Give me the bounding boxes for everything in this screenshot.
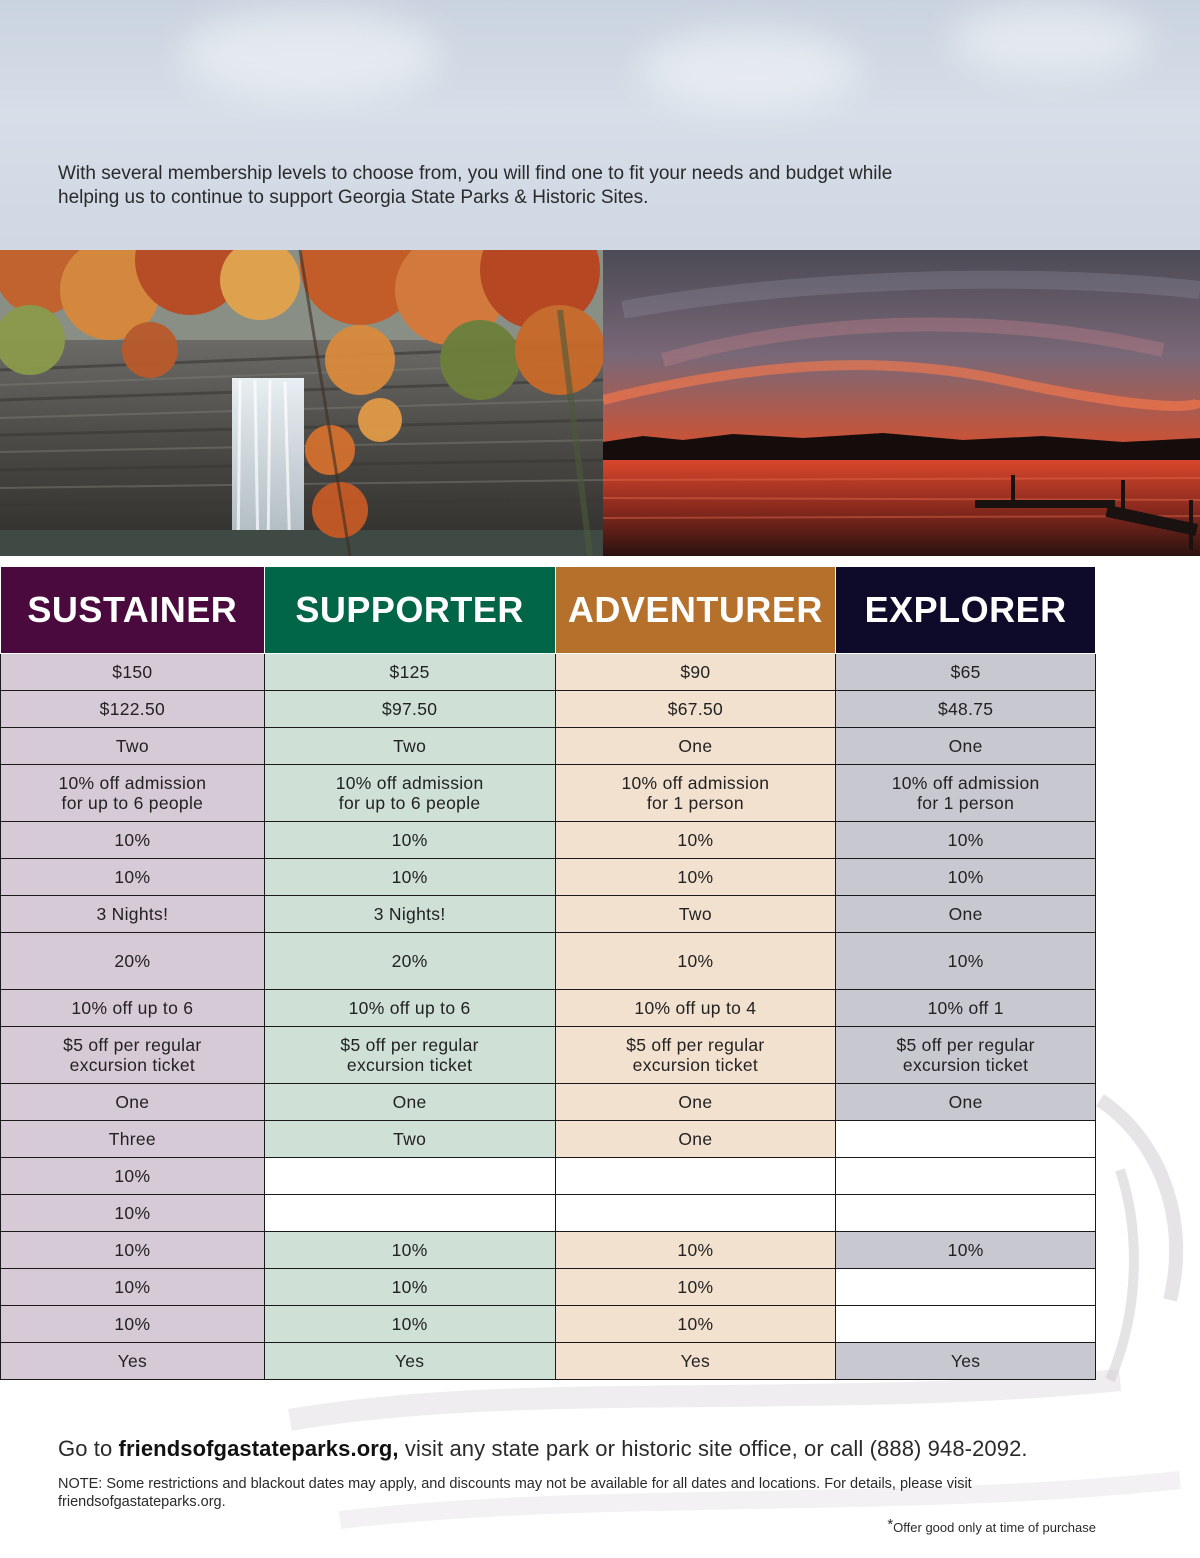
sustainer-cell: 10% off up to 6 xyxy=(1,990,265,1027)
adventurer-cell: 10% xyxy=(555,822,836,859)
supporter-cell: $97.50 xyxy=(264,691,555,728)
sustainer-cell: One xyxy=(1,1084,265,1121)
adventurer-cell: $5 off per regular excursion ticket xyxy=(555,1027,836,1084)
sustainer-cell: 10% xyxy=(1,1195,265,1232)
supporter-cell: Two xyxy=(264,1121,555,1158)
explorer-cell: One xyxy=(836,1084,1096,1121)
supporter-cell: 10% off admission for up to 6 people xyxy=(264,765,555,822)
table-row xyxy=(1,1232,1096,1269)
table-row xyxy=(1,822,1096,859)
sustainer-cell: $122.50 xyxy=(1,691,265,728)
table-row xyxy=(1,1121,1096,1158)
sustainer-cell: 3 Nights! xyxy=(1,896,265,933)
restrictions-note: NOTE: Some restrictions and blackout dates may apply, and discounts may not be available for all dates and locations. For details, please visit friendsofgastateparks.org. xyxy=(58,1476,972,1510)
sustainer-cell: 10% xyxy=(1,1232,265,1269)
sustainer-cell: $5 off per regular excursion ticket xyxy=(1,1027,265,1084)
explorer-cell: 10% xyxy=(836,1232,1096,1269)
lake-sunset-photo xyxy=(603,250,1200,556)
header-sky-band xyxy=(0,0,1200,250)
supporter-cell: 10% xyxy=(264,822,555,859)
table-row xyxy=(1,1084,1096,1121)
table-row xyxy=(1,1195,1096,1232)
supporter-cell: 20% xyxy=(264,933,555,990)
waterfall-autumn-photo xyxy=(0,250,603,556)
header-explorer: EXPLORER xyxy=(836,567,1096,654)
sustainer-cell: 10% xyxy=(1,1269,265,1306)
adventurer-cell: 10% off up to 4 xyxy=(555,990,836,1027)
supporter-cell: 3 Nights! xyxy=(264,896,555,933)
table-row xyxy=(1,765,1096,822)
website-link[interactable]: friendsofgastateparks.org, xyxy=(118,1436,399,1461)
adventurer-cell: 10% xyxy=(555,859,836,896)
sustainer-cell: 20% xyxy=(1,933,265,990)
adventurer-cell: 10% xyxy=(555,1306,836,1343)
explorer-cell: Yes xyxy=(836,1343,1096,1380)
explorer-cell xyxy=(836,1306,1096,1343)
supporter-cell: One xyxy=(264,1084,555,1121)
explorer-cell: $5 off per regular excursion ticket xyxy=(836,1027,1096,1084)
sustainer-cell: 10% xyxy=(1,1158,265,1195)
intro-line-2: helping us to continue to support Georgia State Parks & Historic Sites. xyxy=(58,187,649,208)
sustainer-cell: $150 xyxy=(1,654,265,691)
explorer-cell: 10% off admission for 1 person xyxy=(836,765,1096,822)
adventurer-cell: $90 xyxy=(555,654,836,691)
header-sustainer: SUSTAINER xyxy=(1,567,265,654)
supporter-cell: 10% xyxy=(264,859,555,896)
supporter-cell: 10% off up to 6 xyxy=(264,990,555,1027)
sustainer-cell: 10% xyxy=(1,822,265,859)
supporter-cell: Yes xyxy=(264,1343,555,1380)
supporter-cell: 10% xyxy=(264,1232,555,1269)
explorer-cell: One xyxy=(836,728,1096,765)
adventurer-cell: One xyxy=(555,728,836,765)
sustainer-cell: 10% xyxy=(1,859,265,896)
explorer-cell: 10% off 1 xyxy=(836,990,1096,1027)
explorer-cell: 10% xyxy=(836,933,1096,990)
explorer-cell: 10% xyxy=(836,822,1096,859)
table-row xyxy=(1,1158,1096,1195)
contact-line xyxy=(58,1436,1158,1462)
adventurer-cell: One xyxy=(555,1121,836,1158)
explorer-cell xyxy=(836,1121,1096,1158)
table-row xyxy=(1,728,1096,765)
explorer-cell xyxy=(836,1158,1096,1195)
table-row xyxy=(1,691,1096,728)
supporter-cell xyxy=(264,1195,555,1232)
adventurer-cell xyxy=(555,1195,836,1232)
explorer-cell: $48.75 xyxy=(836,691,1096,728)
membership-levels-table xyxy=(0,566,1096,1380)
explorer-cell: $65 xyxy=(836,654,1096,691)
sustainer-cell: 10% off admission for up to 6 people xyxy=(1,765,265,822)
supporter-cell: 10% xyxy=(264,1306,555,1343)
adventurer-cell: One xyxy=(555,1084,836,1121)
table-row xyxy=(1,1343,1096,1380)
table-row xyxy=(1,990,1096,1027)
sustainer-cell: Three xyxy=(1,1121,265,1158)
header-adventurer: ADVENTURER xyxy=(555,567,836,654)
adventurer-cell: 10% xyxy=(555,1269,836,1306)
adventurer-cell xyxy=(555,1158,836,1195)
table-row xyxy=(1,896,1096,933)
adventurer-cell: $67.50 xyxy=(555,691,836,728)
membership-table-body xyxy=(1,654,1096,1380)
adventurer-cell: 10% xyxy=(555,933,836,990)
explorer-cell xyxy=(836,1195,1096,1232)
adventurer-cell: 10% off admission for 1 person xyxy=(555,765,836,822)
contact-prefix: Go to xyxy=(58,1436,119,1461)
supporter-cell: $5 off per regular excursion ticket xyxy=(264,1027,555,1084)
explorer-cell: 10% xyxy=(836,859,1096,896)
sustainer-cell: Yes xyxy=(1,1343,265,1380)
contact-suffix: visit any state park or historic site office, or call (888) 948-2092. xyxy=(398,1436,1028,1461)
table-row xyxy=(1,1306,1096,1343)
sustainer-cell: 10% xyxy=(1,1306,265,1343)
table-row xyxy=(1,654,1096,691)
table-row xyxy=(1,933,1096,990)
adventurer-cell: Two xyxy=(555,896,836,933)
offer-text: Offer good only at time of purchase xyxy=(893,1520,1096,1535)
header-supporter: SUPPORTER xyxy=(264,567,555,654)
supporter-cell: $125 xyxy=(264,654,555,691)
supporter-cell: 10% xyxy=(264,1269,555,1306)
footnote-asterisk: * xyxy=(887,1516,894,1533)
table-row xyxy=(1,859,1096,896)
offer-footnote xyxy=(887,1516,1096,1535)
table-row xyxy=(1,1269,1096,1306)
adventurer-cell: 10% xyxy=(555,1232,836,1269)
supporter-cell xyxy=(264,1158,555,1195)
intro-text xyxy=(58,162,1038,210)
supporter-cell: Two xyxy=(264,728,555,765)
explorer-cell xyxy=(836,1269,1096,1306)
table-row xyxy=(1,1027,1096,1084)
adventurer-cell: Yes xyxy=(555,1343,836,1380)
intro-line-1: With several membership levels to choose from, you will find one to fit your needs and budget while xyxy=(58,163,893,184)
sustainer-cell: Two xyxy=(1,728,265,765)
explorer-cell: One xyxy=(836,896,1096,933)
